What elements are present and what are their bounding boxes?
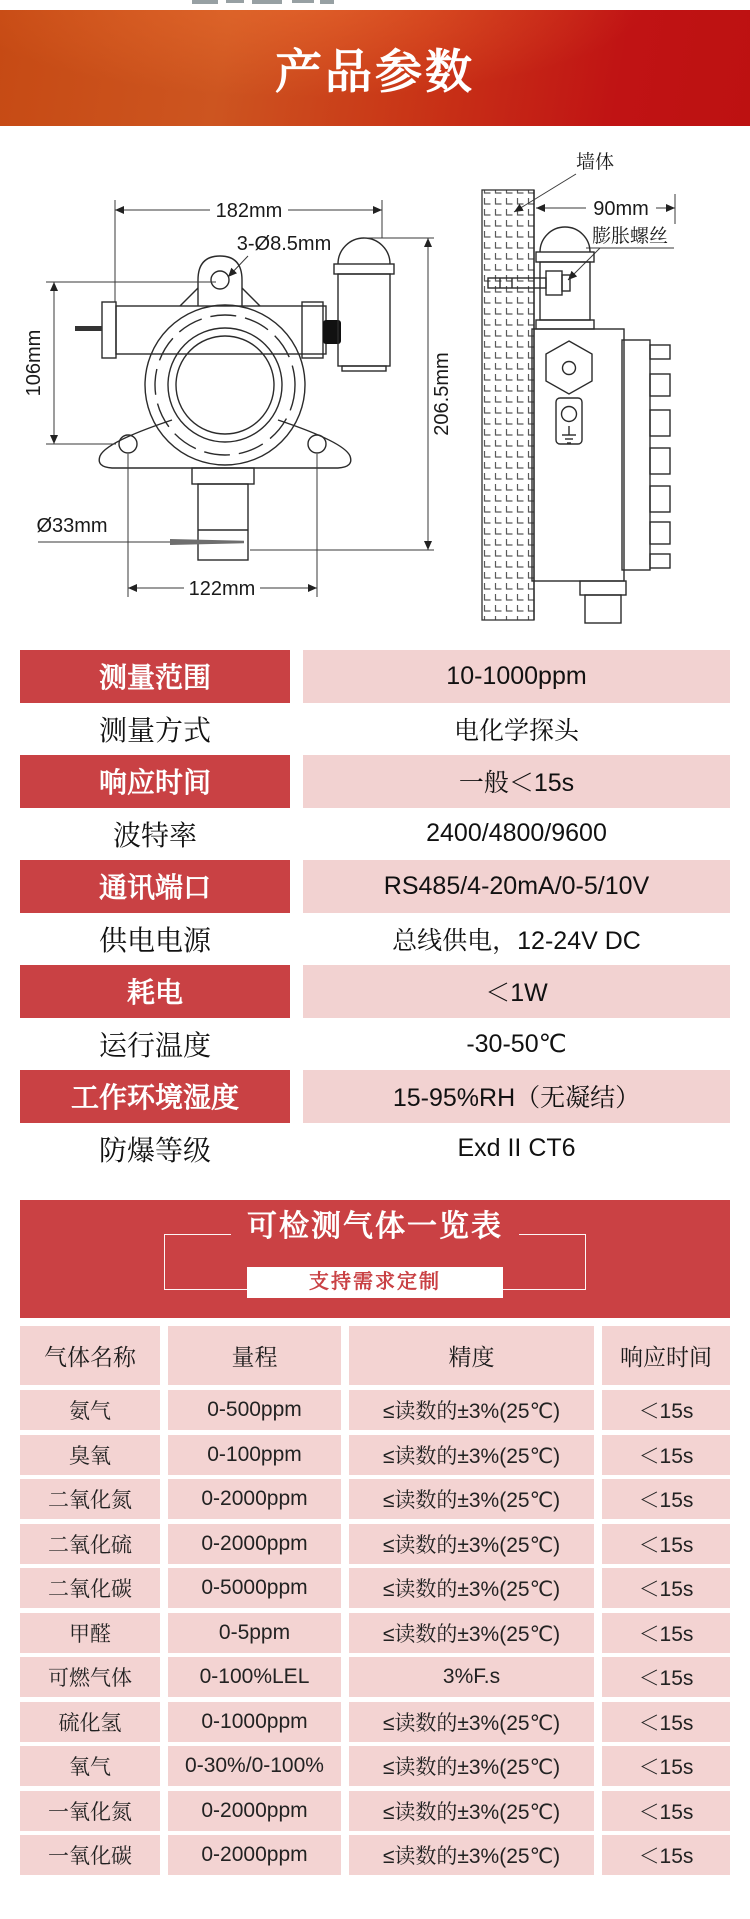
gas-accuracy: ≤读数的±3%(25℃) [349,1524,594,1564]
table-row [20,1435,730,1475]
probe-antenna [75,326,102,331]
spec-value: RS485/4-20mA/0-5/10V [303,860,730,913]
table-row [20,1524,730,1564]
spec-label: 波特率 [112,819,197,851]
gas-name: 一氧化碳 [20,1835,160,1875]
wall-hatch [482,190,534,620]
front-view-drawing [23,200,453,600]
gas-response: ＜15s [602,1746,730,1786]
gas-accuracy: ≤读数的±3%(25℃) [349,1568,594,1608]
gas-accuracy: 3%F.s [349,1657,594,1697]
table-row [20,1791,730,1831]
gas-accuracy: ≤读数的±3%(25℃) [349,1835,594,1875]
spec-value: 15-95%RH（无凝结） [303,1070,730,1123]
spacer [290,860,303,913]
spec-table [20,650,730,1175]
gas-accuracy: ≤读数的±3%(25℃) [349,1435,594,1475]
spacer [290,808,303,861]
spec-label: 测量方式 [98,714,211,746]
side-view-drawing [482,151,675,623]
text-fragment [292,0,314,3]
gas-range: 0-1000ppm [168,1702,341,1742]
spacer [290,703,303,756]
gas-name: 二氧化硫 [20,1524,160,1564]
section-banner [0,10,750,126]
gas-range: 0-100ppm [168,1435,341,1475]
gas-response: ＜15s [602,1568,730,1608]
spec-row [20,650,730,703]
table-row [20,1479,730,1519]
gas-table [20,1326,730,1875]
gas-name: 臭氧 [20,1435,160,1475]
gas-name: 氧气 [20,1746,160,1786]
text-fragment [192,0,218,4]
gas-range: 0-100%LEL [168,1657,341,1697]
gas-range: 0-2000ppm [168,1524,341,1564]
gas-range: 0-5000ppm [168,1568,341,1608]
gas-range: 0-500ppm [168,1390,341,1430]
dim-top-width: 182mm [215,200,283,222]
table-row [20,1702,730,1742]
gas-range: 0-30%/0-100% [168,1746,341,1786]
spec-label: 通讯端口 [20,860,290,913]
technical-drawing [20,130,730,635]
column-header: 量程 [168,1326,341,1385]
customization-badge: 支持需求定制 [247,1267,503,1298]
text-fragment [252,0,282,4]
page-title: 产品参数 [275,44,475,98]
spec-value: Exd II CT6 [457,1134,576,1163]
spec-label: 工作环境湿度 [20,1070,290,1123]
dim-probe-diameter: Ø33mm [36,515,108,537]
gas-accuracy: ≤读数的±3%(25℃) [349,1479,594,1519]
gas-name: 硫化氢 [20,1702,160,1742]
table-row [20,1568,730,1608]
gas-range: 0-2000ppm [168,1835,341,1875]
spec-row [20,913,730,966]
gas-name: 二氧化氮 [20,1479,160,1519]
gas-response: ＜15s [602,1390,730,1430]
gas-response: ＜15s [602,1657,730,1697]
gas-accuracy: ≤读数的±3%(25℃) [349,1390,594,1430]
gas-response: ＜15s [602,1791,730,1831]
gas-name: 甲醛 [20,1613,160,1653]
table-row [20,1613,730,1653]
column-header: 精度 [349,1326,594,1385]
spacer [290,1070,303,1123]
table-row [20,1835,730,1875]
gas-range: 0-2000ppm [168,1791,341,1831]
spacer [290,965,303,1018]
spacer [290,650,303,703]
gas-response: ＜15s [602,1613,730,1653]
gas-range: 0-2000ppm [168,1479,341,1519]
spec-value: 一般＜15s [303,755,730,808]
spec-row [20,755,730,808]
ear-hole-left [119,435,137,453]
spec-row [20,1070,730,1123]
gas-list-title: 可检测气体一览表 [231,1207,519,1247]
spec-label: 耗电 [20,965,290,1018]
gas-response: ＜15s [602,1435,730,1475]
table-row [20,1657,730,1697]
column-header: 响应时间 [602,1326,730,1385]
gas-accuracy: ≤读数的±3%(25℃) [349,1702,594,1742]
spec-row [20,1018,730,1071]
gas-response: ＜15s [602,1702,730,1742]
gas-list-title-wrap [20,1207,730,1247]
dim-right-height: 206.5mm [431,352,453,436]
dim-bottom-width: 122mm [188,578,256,600]
spec-row [20,860,730,913]
wall-label: 墙体 [576,152,615,173]
gas-accuracy: ≤读数的±3%(25℃) [349,1791,594,1831]
gas-accuracy: ≤读数的±3%(25℃) [349,1613,594,1653]
column-header: 气体名称 [20,1326,160,1385]
gas-name: 可燃气体 [20,1657,160,1697]
technical-drawing-section [20,130,730,635]
gas-table-header [20,1326,730,1385]
screw-label: 膨胀螺丝 [591,226,669,247]
table-row [20,1746,730,1786]
text-fragment [226,0,244,3]
spec-row [20,1123,730,1176]
spec-row [20,965,730,1018]
table-row [20,1390,730,1430]
spec-value: 10-1000ppm [303,650,730,703]
spec-label: 防爆等级 [98,1134,211,1166]
spacer [290,913,303,966]
gas-response: ＜15s [602,1479,730,1519]
spec-label: 供电电源 [98,924,211,956]
beacon-dome [338,238,390,264]
gas-response: ＜15s [602,1835,730,1875]
text-fragment [320,0,334,4]
gas-name: 一氧化氮 [20,1791,160,1831]
spec-value: -30-50℃ [466,1029,567,1058]
gas-response: ＜15s [602,1524,730,1564]
spacer [290,1018,303,1071]
spec-label: 测量范围 [20,650,290,703]
gas-accuracy: ≤读数的±3%(25℃) [349,1746,594,1786]
dim-left-height: 106mm [23,329,45,397]
spec-value: 总线供电，12-24V DC [392,926,641,955]
gas-name: 二氧化碳 [20,1568,160,1608]
spec-value: ＜1W [303,965,730,1018]
ear-hole-right [308,435,326,453]
spec-label: 运行温度 [98,1029,211,1061]
dim-depth: 90mm [593,198,649,220]
mount-hole [211,271,229,289]
spec-row [20,808,730,861]
spacer [290,1123,303,1176]
spec-value: 电化学探头 [453,716,579,745]
spec-row [20,703,730,756]
dim-mount-holes: 3-Ø8.5mm [236,233,332,255]
spec-value: 2400/4800/9600 [426,819,607,848]
gas-list-panel [20,1200,730,1318]
sensor-head [198,484,248,560]
cropped-previous-section-text [0,0,750,10]
gas-name: 氨气 [20,1390,160,1430]
spec-label: 响应时间 [20,755,290,808]
gas-range: 0-5ppm [168,1613,341,1653]
flange-outline [145,305,305,465]
spacer [290,755,303,808]
